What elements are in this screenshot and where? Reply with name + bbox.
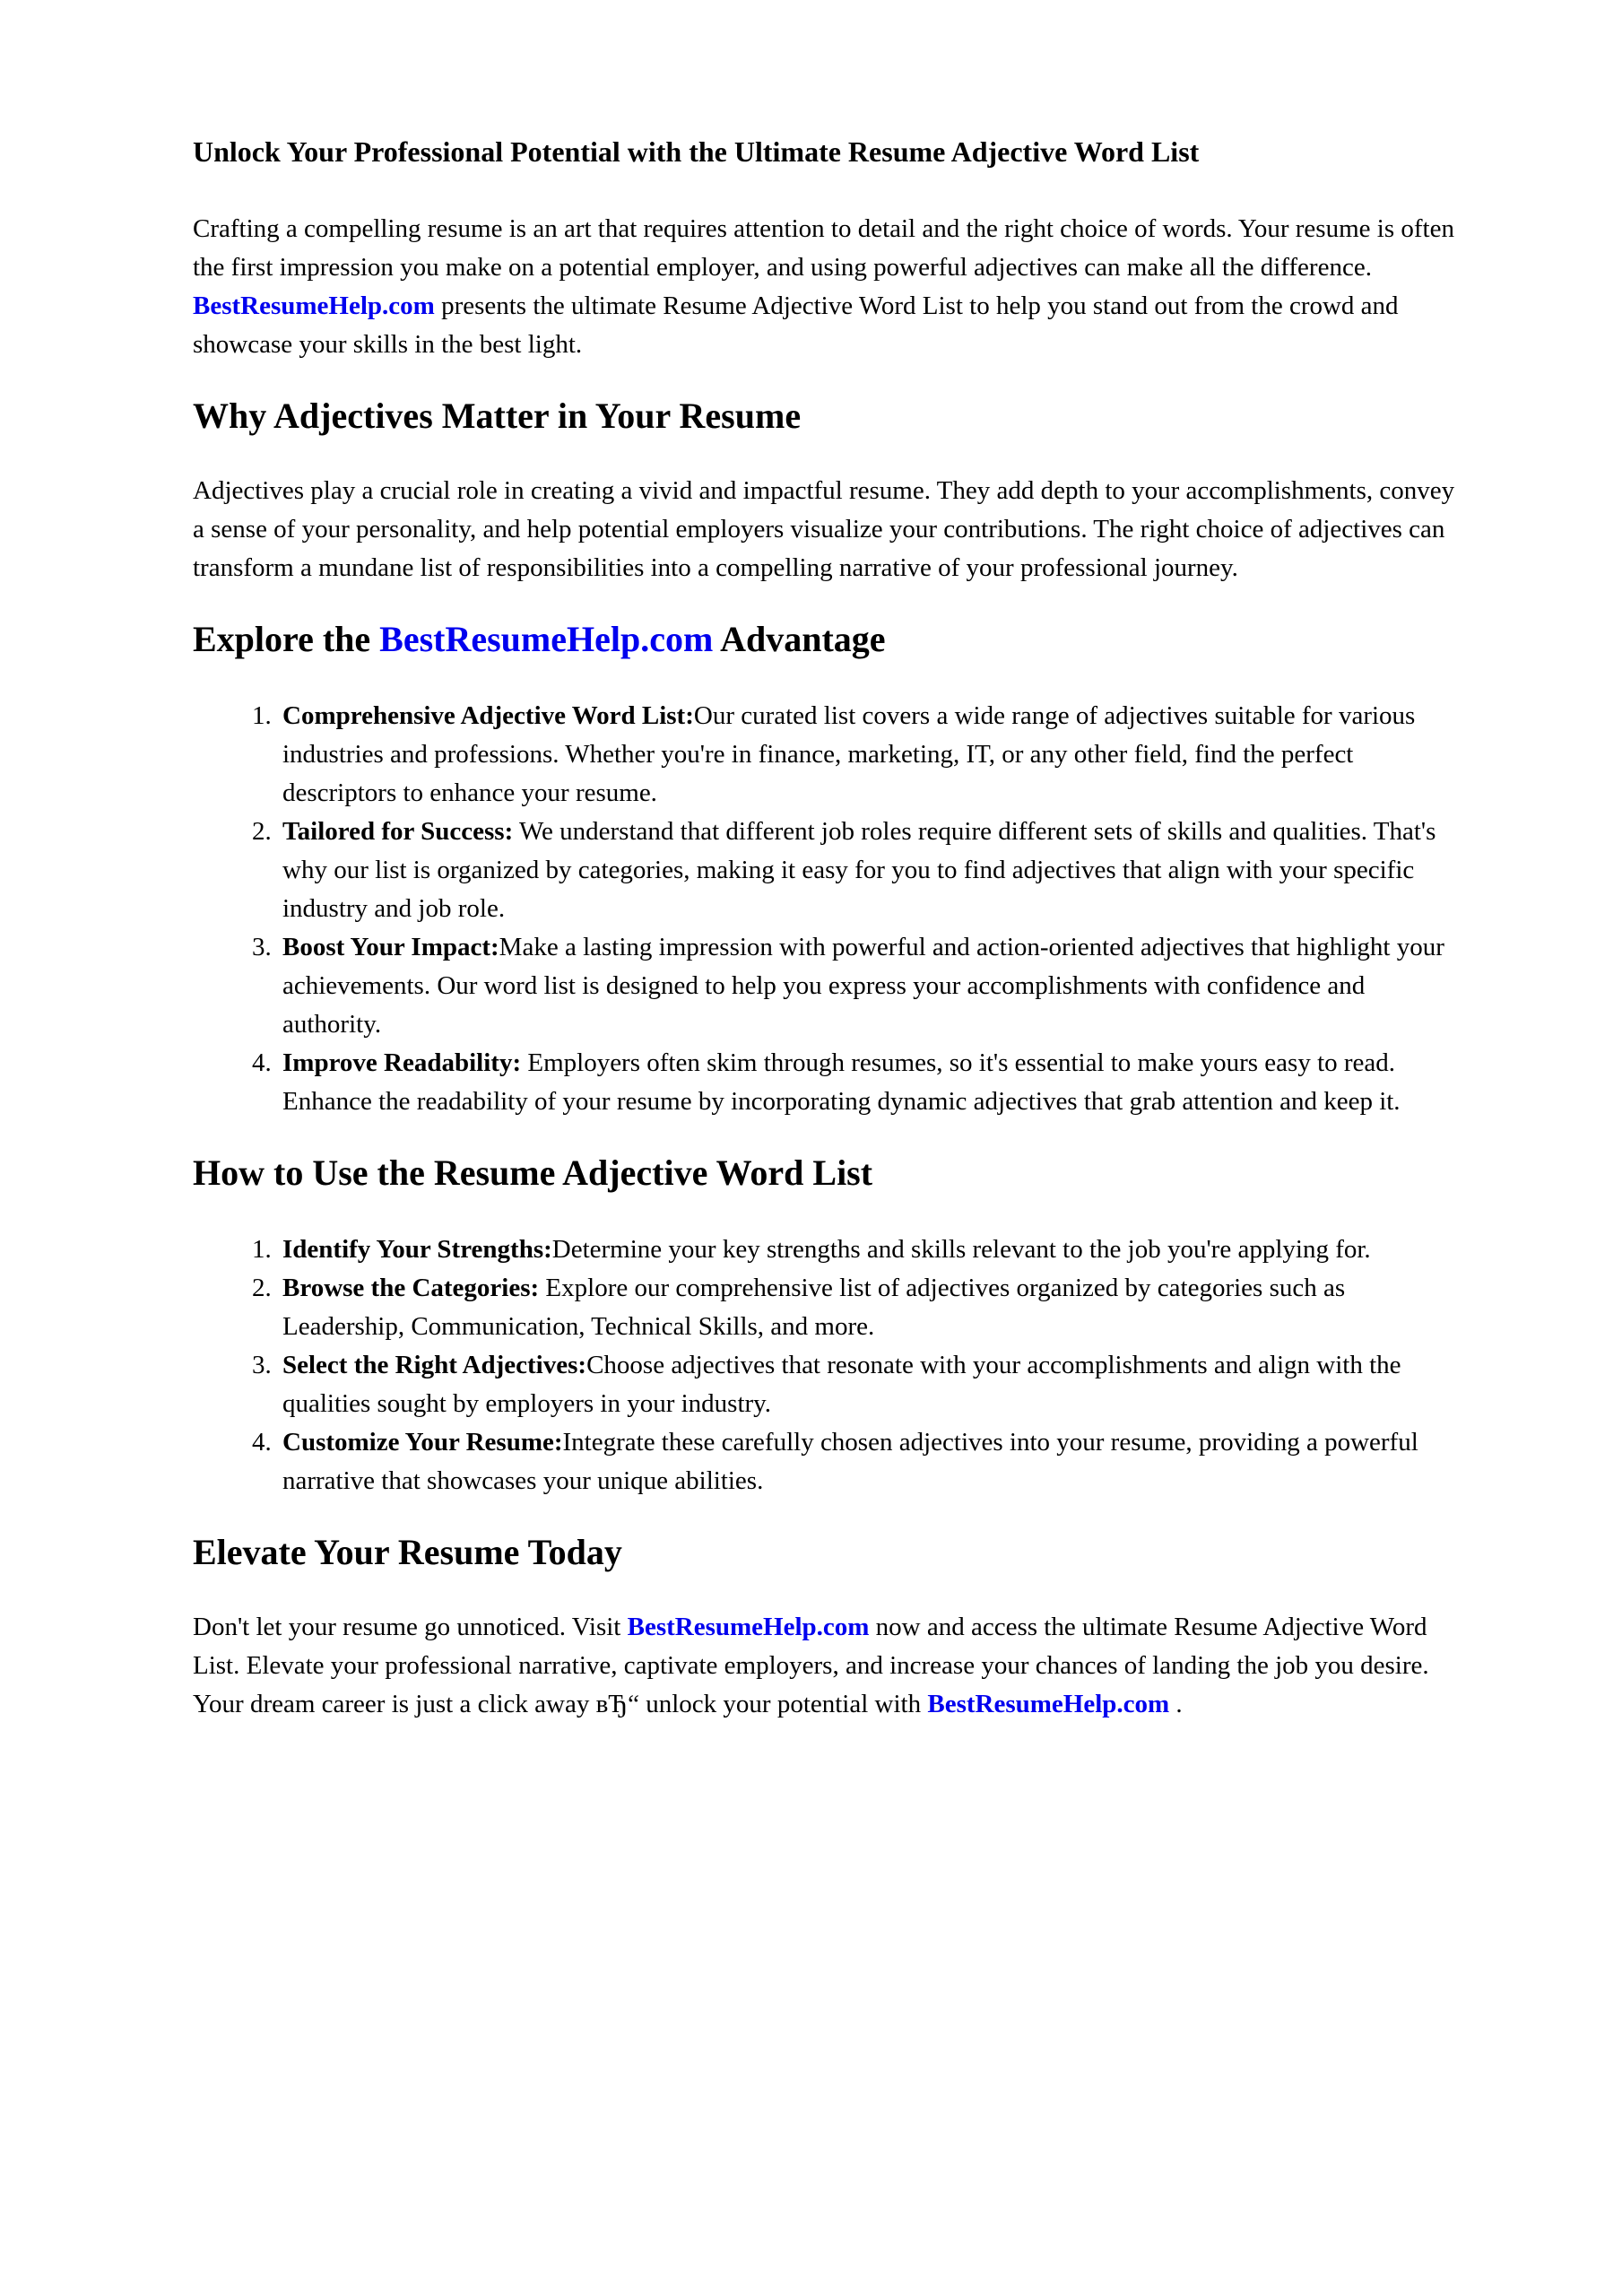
list-item	[278, 813, 1470, 928]
text-segment: Our curated list covers a wide range of adjectives suitable for various industries and professions. Whether you're in finance, marketing, IT, or any other field, find the perfect descriptors to enhance your resume.	[282, 701, 1422, 807]
elevate-paragraph	[193, 1608, 1470, 1724]
heading-why-adjectives-matter: Why Adjectives Matter in Your Resume	[193, 396, 802, 436]
text-segment: Tailored for Success:	[282, 817, 514, 846]
heading-how-to-use: How to Use the Resume Adjective Word List	[193, 1152, 873, 1193]
text-segment: Improve Readability:	[282, 1048, 522, 1077]
advantage-list	[193, 697, 1470, 1121]
heading-elevate-resume: Elevate Your Resume Today	[193, 1532, 622, 1572]
text-segment: We understand that different job roles require different sets of skills and qualities. That's why our list is organized by categories, making it easy for you to find adjectives that align with your specific industry and job role.	[282, 817, 1443, 923]
text-segment: Integrate these carefully chosen adjectives into your resume, providing a powerful narrative that showcases your unique abilities.	[282, 1428, 1426, 1495]
text-segment: presents the ultimate Resume Adjective Word List to help you stand out from the crowd and showcase your skills in the best light.	[193, 291, 1405, 359]
list-item	[278, 1346, 1470, 1423]
how-to-use-list	[193, 1231, 1470, 1500]
text-segment: Boost Your Impact:	[282, 933, 499, 961]
brand-link[interactable]: BestResumeHelp.com	[193, 291, 435, 320]
list-item	[278, 928, 1470, 1044]
text-segment: Make a lasting impression with powerful and action-oriented adjectives that highlight your achievements. Our word list is designed to help you express your accomplishments with confidence and authority.	[282, 933, 1452, 1039]
text-segment: Identify Your Strengths:	[282, 1235, 552, 1264]
text-segment: Employers often skim through resumes, so it's essential to make yours easy to read. Enhance the readability of your resume by incorporating dynamic adjectives that grab attention and keep it.	[282, 1048, 1402, 1116]
text-segment: Advantage	[713, 619, 886, 659]
text-segment: Browse the Categories:	[282, 1274, 540, 1302]
list-item	[278, 1044, 1470, 1121]
text-segment: now and access the ultimate Resume Adjective Word List. Elevate your professional narrative, captivate employers, and increase your chances of landing the job you desire. Your dream career is just a click away вЂ“ unlock your potential with	[193, 1613, 1435, 1718]
list-item	[278, 1423, 1470, 1500]
list-item	[278, 1231, 1470, 1269]
list-item	[278, 697, 1470, 813]
text-segment: Select the Right Adjectives:	[282, 1351, 587, 1379]
text-segment: Comprehensive Adjective Word List:	[282, 701, 694, 730]
why-adjectives-paragraph: Adjectives play a crucial role in creating a vivid and impactful resume. They add depth to your accomplishments, convey a sense of your personality, and help potential employers visualize your contributions. The right choice of adjectives can transform a mundane list of responsibilities into a compelling narrative of your professional journey.	[193, 476, 1462, 582]
text-segment: Customize Your Resume:	[282, 1428, 563, 1457]
text-segment: .	[1169, 1690, 1183, 1718]
text-segment: Don't let your resume go unnoticed. Visit	[193, 1613, 628, 1641]
list-item	[278, 1269, 1470, 1346]
brand-link[interactable]: BestResumeHelp.com	[927, 1690, 1170, 1718]
brand-link[interactable]: BestResumeHelp.com	[379, 619, 714, 659]
intro-paragraph	[193, 210, 1470, 364]
brand-link[interactable]: BestResumeHelp.com	[627, 1613, 870, 1641]
text-segment: Explore our comprehensive list of adjectives organized by categories such as Leadership, Communication, Technical Skills, and more.	[282, 1274, 1352, 1341]
text-segment: Choose adjectives that resonate with your accomplishments and align with the qualities sought by employers in your industry.	[282, 1351, 1408, 1418]
heading-explore-advantage	[193, 618, 1470, 661]
text-segment: Explore the	[193, 619, 380, 659]
document-title: Unlock Your Professional Potential with the Ultimate Resume Adjective Word List	[193, 135, 1200, 168]
text-segment: Determine your key strengths and skills relevant to the job you're applying for.	[551, 1235, 1371, 1264]
text-segment: Crafting a compelling resume is an art that requires attention to detail and the right choice of words. Your resume is often the first impression you make on a potential employer, and using powerful adjectives can make all the difference.	[193, 214, 1462, 282]
